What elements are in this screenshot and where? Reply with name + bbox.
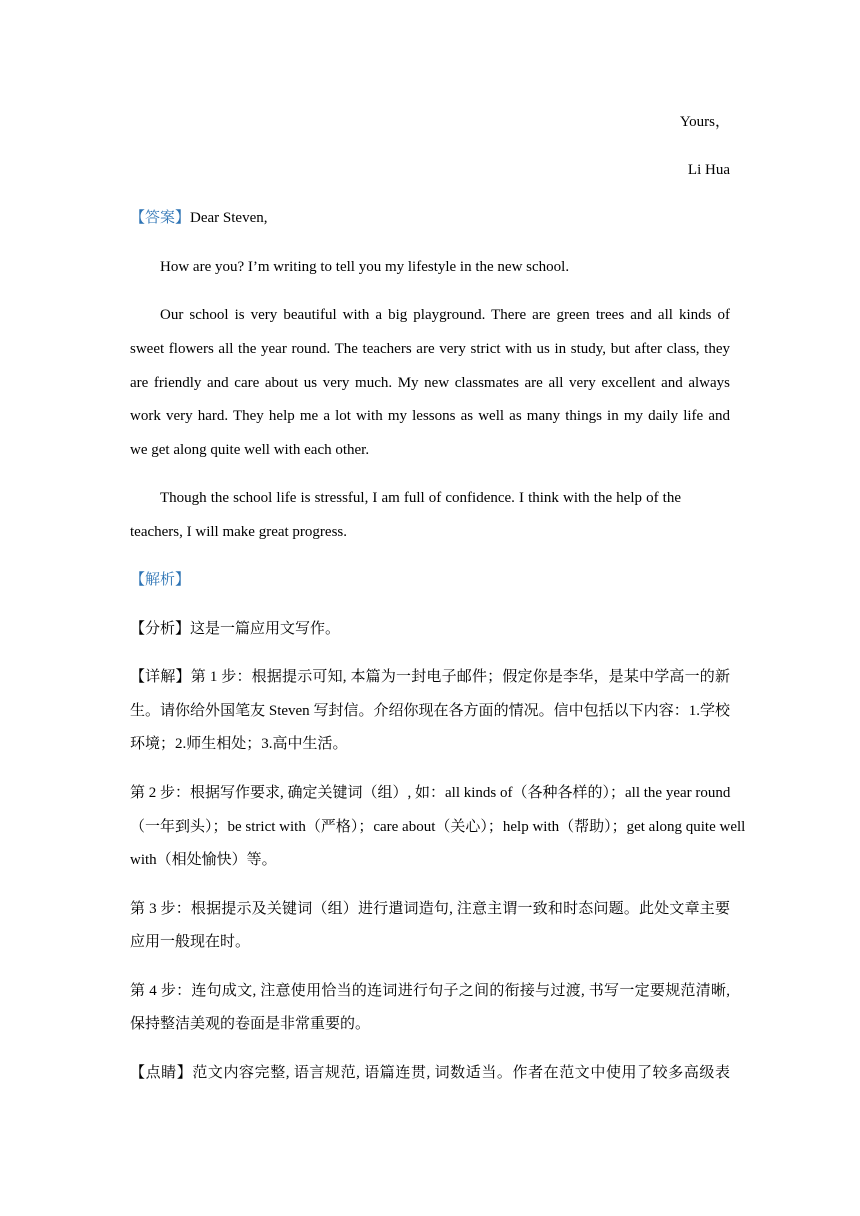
step1-line: 环境；2.师生相处；3.高中生活。: [130, 736, 348, 752]
answer-paragraph-3-line: Though the school life is stressful, I am full of confidence. I think with the help of the: [160, 490, 681, 506]
closing-yours: Yours，: [679, 114, 730, 130]
analysis-dianjing: [130, 1064, 730, 1082]
step4-line: 保持整洁美观的卷面是非常重要的。: [130, 1016, 371, 1032]
answer-paragraph-2-line: work very hard. They help me a lot with my lessons as well as many things in my daily life and: [130, 408, 730, 424]
step2-line: （一年到头）；be strict with（严格）；care about（关心）；help with（帮助）；get along quite well: [130, 819, 746, 835]
step2-line: 第 2 步：根据写作要求, 确定关键词（组）, 如：all kinds of（各种各样的）；all the year round: [130, 785, 731, 801]
step2-line: with（相处愉快）等。: [130, 852, 277, 868]
answer-heading: [130, 209, 267, 227]
xiangjie-label: 【详解】: [130, 669, 191, 685]
answer-paragraph-2-line: we get along quite well with each other.: [130, 442, 370, 458]
answer-paragraph-2-line: sweet flowers all the year round. The teachers are very strict with us in study, but after class, they: [130, 341, 730, 357]
dianjing-label: 【点睛】: [130, 1065, 193, 1081]
analysis-fenxi: [130, 620, 340, 638]
step3-line: 第 3 步：根据提示及关键词（组）进行遣词造句, 注意主谓一致和时态问题。此处文章主要: [130, 901, 730, 917]
step4-line: 第 4 步：连句成文, 注意使用恰当的连词进行句子之间的衔接与过渡, 书写一定要规范清晰,: [130, 983, 730, 999]
dianjing-text: 范文内容完整, 语言规范, 语篇连贯, 词数适当。作者在范文中使用了较多高级表: [192, 1065, 730, 1081]
answer-paragraph-1: How are you? I’m writing to tell you my lifestyle in the new school.: [160, 259, 570, 275]
answer-paragraph-2-line: are friendly and care about us very much. My new classmates are all very excellent and always: [130, 375, 730, 391]
answer-label: 【答案】: [130, 210, 191, 226]
answer-greeting: Dear Steven,: [190, 210, 268, 226]
step1-line: 生。请你给外国笔友 Steven 写封信。介绍你现在各方面的情况。信中包括以下内容：1.学校: [130, 703, 730, 719]
step1-line: [130, 668, 730, 686]
analysis-label: 【解析】: [130, 572, 191, 588]
answer-paragraph-2-line: Our school is very beautiful with a big playground. There are green trees and all kinds of: [160, 307, 730, 323]
answer-paragraph-3-line: teachers, I will make great progress.: [130, 524, 347, 540]
step1-text: 第 1 步：根据提示可知, 本篇为一封电子邮件；假定你是李华，是某中学高一的新: [190, 669, 730, 685]
fenxi-text: 这是一篇应用文写作。: [190, 621, 341, 637]
fenxi-label: 【分析】: [130, 621, 191, 637]
step3-line: 应用一般现在时。: [130, 934, 251, 950]
closing-name: Li Hua: [687, 162, 730, 178]
